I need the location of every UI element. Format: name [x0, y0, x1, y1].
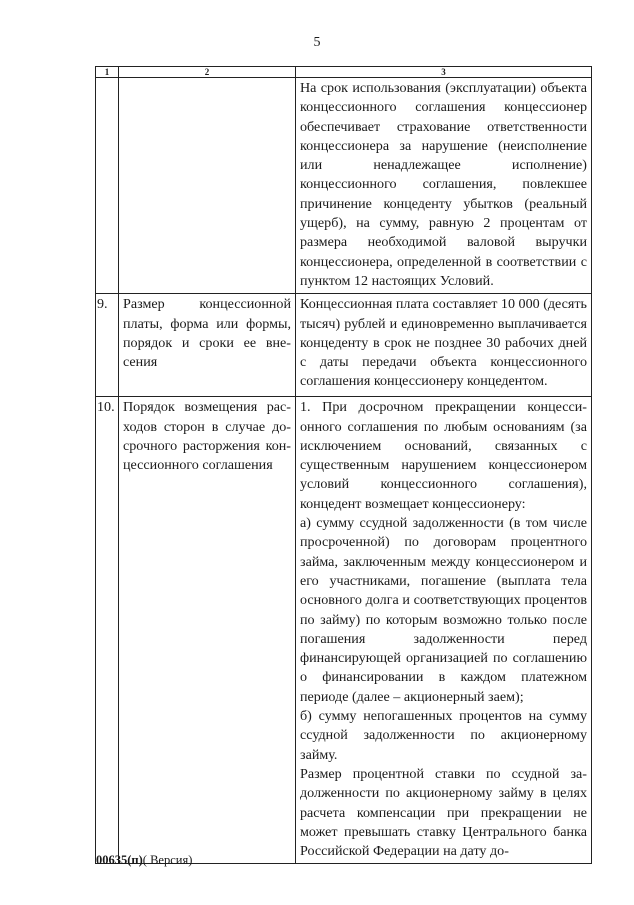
conditions-table	[95, 66, 592, 864]
row-title: Размер концессионной платы, форма или формы, порядок и сроки ее внесения	[119, 294, 296, 397]
table-row	[96, 294, 592, 397]
column-header-3: 3	[296, 67, 592, 78]
page-number: 5	[313, 35, 321, 50]
row-title: Порядок возмещения расходов сторон в случае досрочного расторжения концессионного соглашения	[119, 397, 296, 864]
row-content	[296, 397, 592, 864]
row-content	[296, 294, 592, 397]
column-header-1: 1	[96, 67, 119, 78]
row-title	[119, 78, 296, 294]
row-number: 10.	[96, 397, 119, 864]
document-code	[96, 853, 192, 868]
row-paragraph: б) сумму непогашенных процентов на сумму ссудной задолженности по акционерному займу.	[300, 708, 587, 763]
table-row	[96, 397, 592, 864]
row-number: 9.	[96, 294, 119, 397]
row-content	[296, 78, 592, 294]
row-paragraph: 1. При досрочном прекращении концессионного соглашения по любым основаниям (за исключением оснований, связанных с существенным нарушением концессионером условий концессионного соглашения), концедент возмещает концессионеру:	[300, 399, 587, 512]
table-header-row	[96, 67, 592, 78]
column-header-2: 2	[119, 67, 296, 78]
row-number	[96, 78, 119, 294]
row-paragraph: Концессионная плата составляет 10 000 (десять тысяч) рублей и единовременно выплачивается концеденту в срок не позднее 30 рабочих дней с даты передачи объекта концессионного соглашения концессионеру концедентом.	[300, 296, 587, 390]
row-paragraph: а) сумму ссудной задолженности (в том числе просроченной) по договорам процентного займа, заключенным между концессионером и его участниками, погашение (выплата тела основного долга и соответствующих процентов по займу) по которым возможно только после погашения задолженности перед финансирующей организацией по соглашению о финансировании в каждом платежном периоде (далее – акционерный заем);	[300, 515, 587, 705]
row-paragraph: Размер процентной ставки по ссудной задолженности по акционерному займу в целях расчета компенсации при прекращении не может превышать ставку Центрального банка Российской Федерации на дату до-	[300, 765, 587, 860]
document-code-number: 00635(п)	[96, 853, 143, 867]
document-code-version: ( Версия)	[142, 853, 193, 867]
table-row	[96, 78, 592, 294]
row-paragraph: На срок использования (эксплуатации) объекта концессионного соглашения концессионер обеспечивает страхование ответственности концессионера за нарушение (неисполнение или ненадлежащее исполнение) концессионного соглашения, повлекшее причинение концеденту убытков (реальный ущерб), на сумму, равную 2 процентам от размера необходимой валовой выручки концессионера, определенной в соответствии с пунктом 12 настоящих Условий.	[300, 80, 587, 289]
